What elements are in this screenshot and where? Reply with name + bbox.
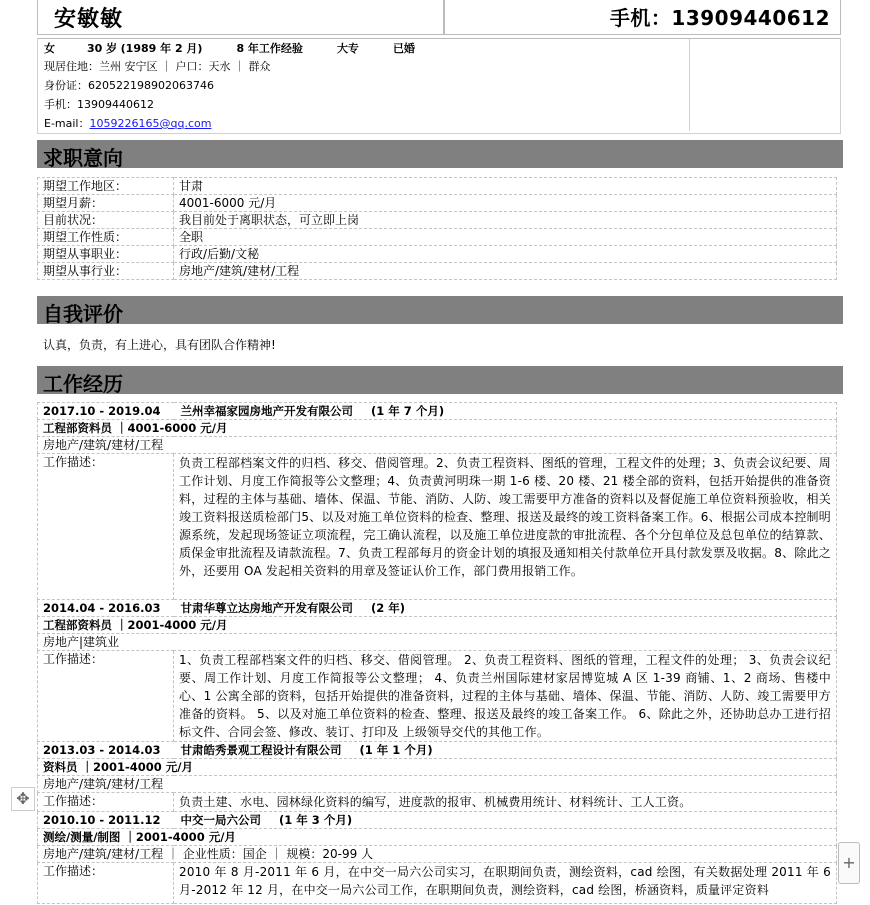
job-header	[38, 403, 837, 420]
intent-key: 期望月薪：	[38, 195, 174, 212]
email-link[interactable]: 1059226165@qq.com	[89, 117, 212, 130]
section-title: 工作经历	[43, 372, 123, 396]
intent-table	[37, 177, 837, 280]
intent-row	[38, 195, 837, 212]
intent-value: 我目前处于离职状态，可立即上岗	[174, 212, 837, 229]
job-company: 甘肃华尊立达房地产开发有限公司	[180, 601, 354, 615]
job-header-row	[38, 403, 837, 420]
work-table	[37, 402, 837, 904]
job-title: 资料员 ｜2001-4000 元/月	[38, 759, 837, 776]
job-desc-row	[38, 793, 837, 812]
job-title-row	[38, 617, 837, 634]
job-desc: 负责工程部档案文件的归档、移交、借阅管理。2、负责工程资料、图纸的管理，工程文件的处理；3、负责会议纪要、周工作计划、月度工作简报等公文整理；4、负责黄河明珠一期 1-6 楼、20 楼、21 楼全部的资料，包括开始提供的准备资料，过程的主体与基础、墙体、保温、节能、消防、人防、竣工需要甲方准备的资料以及督促施工单位资料预验收，相关竣工资料报送质检部门5、以及对施工单位资料的检查、整理、报送及最终的竣工资料备案工作。6、根据公司成本控制明源系统，发起现场签证立项流程，完工确认流程，以及施工单位进度款的审批流程、各个分包单位及总包单位的结算款、质保金审批流程及请款流程。7、负责工程部每月的资金计划的填报及通知相关付款单位开具付款发票及收据。8、除此之外，还要用 OA 发起相关资料的用章及签证认价工作，部门费用报销工作。	[174, 454, 837, 600]
job-period: 2013.03 - 2014.03	[43, 743, 161, 757]
intent-row	[38, 263, 837, 280]
email-label: E-mail：	[44, 117, 90, 130]
job-industry-row	[38, 437, 837, 454]
job-industry: 房地产|建筑业	[38, 634, 837, 651]
job-header-row	[38, 600, 837, 617]
age: 30 岁	[87, 42, 118, 55]
job-desc: 负责土建、水电、园林绿化资料的编写，进度款的报审、机械费用统计、材料统计、工人工资。	[174, 793, 837, 812]
job-header	[38, 812, 837, 829]
phone-box	[444, 0, 841, 35]
job-industry: 房地产/建筑/建材/工程	[38, 437, 837, 454]
section-title: 自我评价	[43, 302, 123, 326]
job-title: 工程部资料员 ｜2001-4000 元/月	[38, 617, 837, 634]
self-eval-text: 认真，负责，有上进心，具有团队合作精神!	[43, 338, 276, 352]
add-row-button[interactable]: +	[838, 842, 860, 884]
job-title-row	[38, 829, 837, 846]
job-company: 甘肃皓秀景观工程设计有限公司	[180, 743, 342, 757]
intent-key: 期望从事行业：	[38, 263, 174, 280]
job-title-row	[38, 759, 837, 776]
personal-info	[37, 38, 841, 134]
intent-key: 期望工作性质：	[38, 229, 174, 246]
job-desc-row	[38, 863, 837, 904]
job-industry-row	[38, 776, 837, 793]
job-desc-label: 工作描述：	[38, 651, 174, 742]
intent-value: 甘肃	[174, 178, 837, 195]
education: 大专	[336, 42, 359, 55]
resume-page	[37, 0, 841, 897]
intent-row	[38, 229, 837, 246]
section-work-history	[37, 366, 843, 394]
job-industry: 房地产/建筑/建材/工程 ｜ 企业性质：国企 ｜ 规模：20-99 人	[38, 846, 837, 863]
job-industry: 房地产/建筑/建材/工程	[38, 776, 837, 793]
candidate-name: 安敏敏	[54, 7, 124, 32]
job-desc-label: 工作描述：	[38, 863, 174, 904]
job-desc: 2010 年 8 月-2011 年 6 月，在中交一局六公司实习，在职期间负责，测绘资料，cad 绘图，有关数据处理 2011 年 6 月-2012 年 12 月，在中交一局六公司工作，在职期间负责，测绘资料，cad 绘图，桥涵资料，质量评定资料	[174, 863, 837, 904]
intent-value: 全职	[174, 229, 837, 246]
job-industry-row	[38, 634, 837, 651]
section-self-eval	[37, 296, 843, 324]
section-title: 求职意向	[43, 146, 123, 170]
job-duration: (1 年 7 个月)	[371, 404, 445, 418]
resume-header	[37, 0, 841, 38]
section-job-intent	[37, 140, 843, 168]
job-duration: (1 年 3 个月)	[279, 813, 353, 827]
marital-status: 已婚	[392, 42, 415, 55]
job-desc-label: 工作描述：	[38, 793, 174, 812]
job-desc-label: 工作描述：	[38, 454, 174, 600]
job-header-row	[38, 742, 837, 759]
job-header-row	[38, 812, 837, 829]
mobile: 手机：13909440612	[44, 98, 154, 111]
id-card: 身份证：620522198902063746	[44, 79, 214, 92]
job-period: 2014.04 - 2016.03	[43, 601, 161, 615]
job-duration: (1 年 1 个月)	[359, 743, 433, 757]
intent-row	[38, 178, 837, 195]
job-header	[38, 600, 837, 617]
photo-placeholder	[689, 39, 840, 131]
job-header	[38, 742, 837, 759]
gender: 女	[44, 42, 55, 55]
job-desc-row	[38, 454, 837, 600]
job-title-row	[38, 420, 837, 437]
work-experience: 8 年工作经验	[236, 42, 303, 55]
intent-row	[38, 246, 837, 263]
job-duration: (2 年)	[371, 601, 406, 615]
candidate-phone: 手机：13909440612	[609, 6, 830, 30]
intent-row	[38, 212, 837, 229]
job-company: 兰州幸福家园房地产开发有限公司	[180, 404, 354, 418]
job-desc: 1、负责工程部档案文件的归档、移交、借阅管理。 2、负责工程资料、图纸的管理，工程文件的处理； 3、负责会议纪要、周工作计划、月度工作简报等公文整理； 4、负责兰州国际建材家居博览城 A 区 1-39 商铺、1、2 商场、售楼中心、1 公寓全部的资料，包括开始提供的准备资料，过程的主体与基础、墙体、保温、节能、消防、人防、竣工需要甲方准备的资料。 5、以及对施工单位资料的检查、整理、报送及最终的竣工备案工作。 6、除此之外，还协助总办工进行招标文件、合同会签、修改、装订、打印及 上级领导交代的其他工作。	[174, 651, 837, 742]
job-desc-row	[38, 651, 837, 742]
intent-key: 期望从事职业：	[38, 246, 174, 263]
residence: 现居住地：兰州 安宁区 ｜ 户口：天水 ｜ 群众	[44, 60, 271, 73]
intent-key: 目前状况：	[38, 212, 174, 229]
intent-value: 行政/后勤/文秘	[174, 246, 837, 263]
email-row	[44, 115, 211, 131]
name-box	[37, 0, 444, 35]
job-title: 测绘/测量/制图 ｜2001-4000 元/月	[38, 829, 837, 846]
intent-value: 4001-6000 元/月	[174, 195, 837, 212]
intent-key: 期望工作地区：	[38, 178, 174, 195]
job-period: 2010.10 - 2011.12	[43, 813, 161, 827]
intent-value: 房地产/建筑/建材/工程	[174, 263, 837, 280]
job-company: 中交一局六公司	[180, 813, 262, 827]
job-title: 工程部资料员 ｜4001-6000 元/月	[38, 420, 837, 437]
move-handle-icon[interactable]: ✥	[11, 787, 35, 811]
birth-date: (1989 年 2 月)	[120, 42, 203, 55]
basic-info-row	[44, 40, 415, 56]
job-period: 2017.10 - 2019.04	[43, 404, 161, 418]
job-industry-row	[38, 846, 837, 863]
